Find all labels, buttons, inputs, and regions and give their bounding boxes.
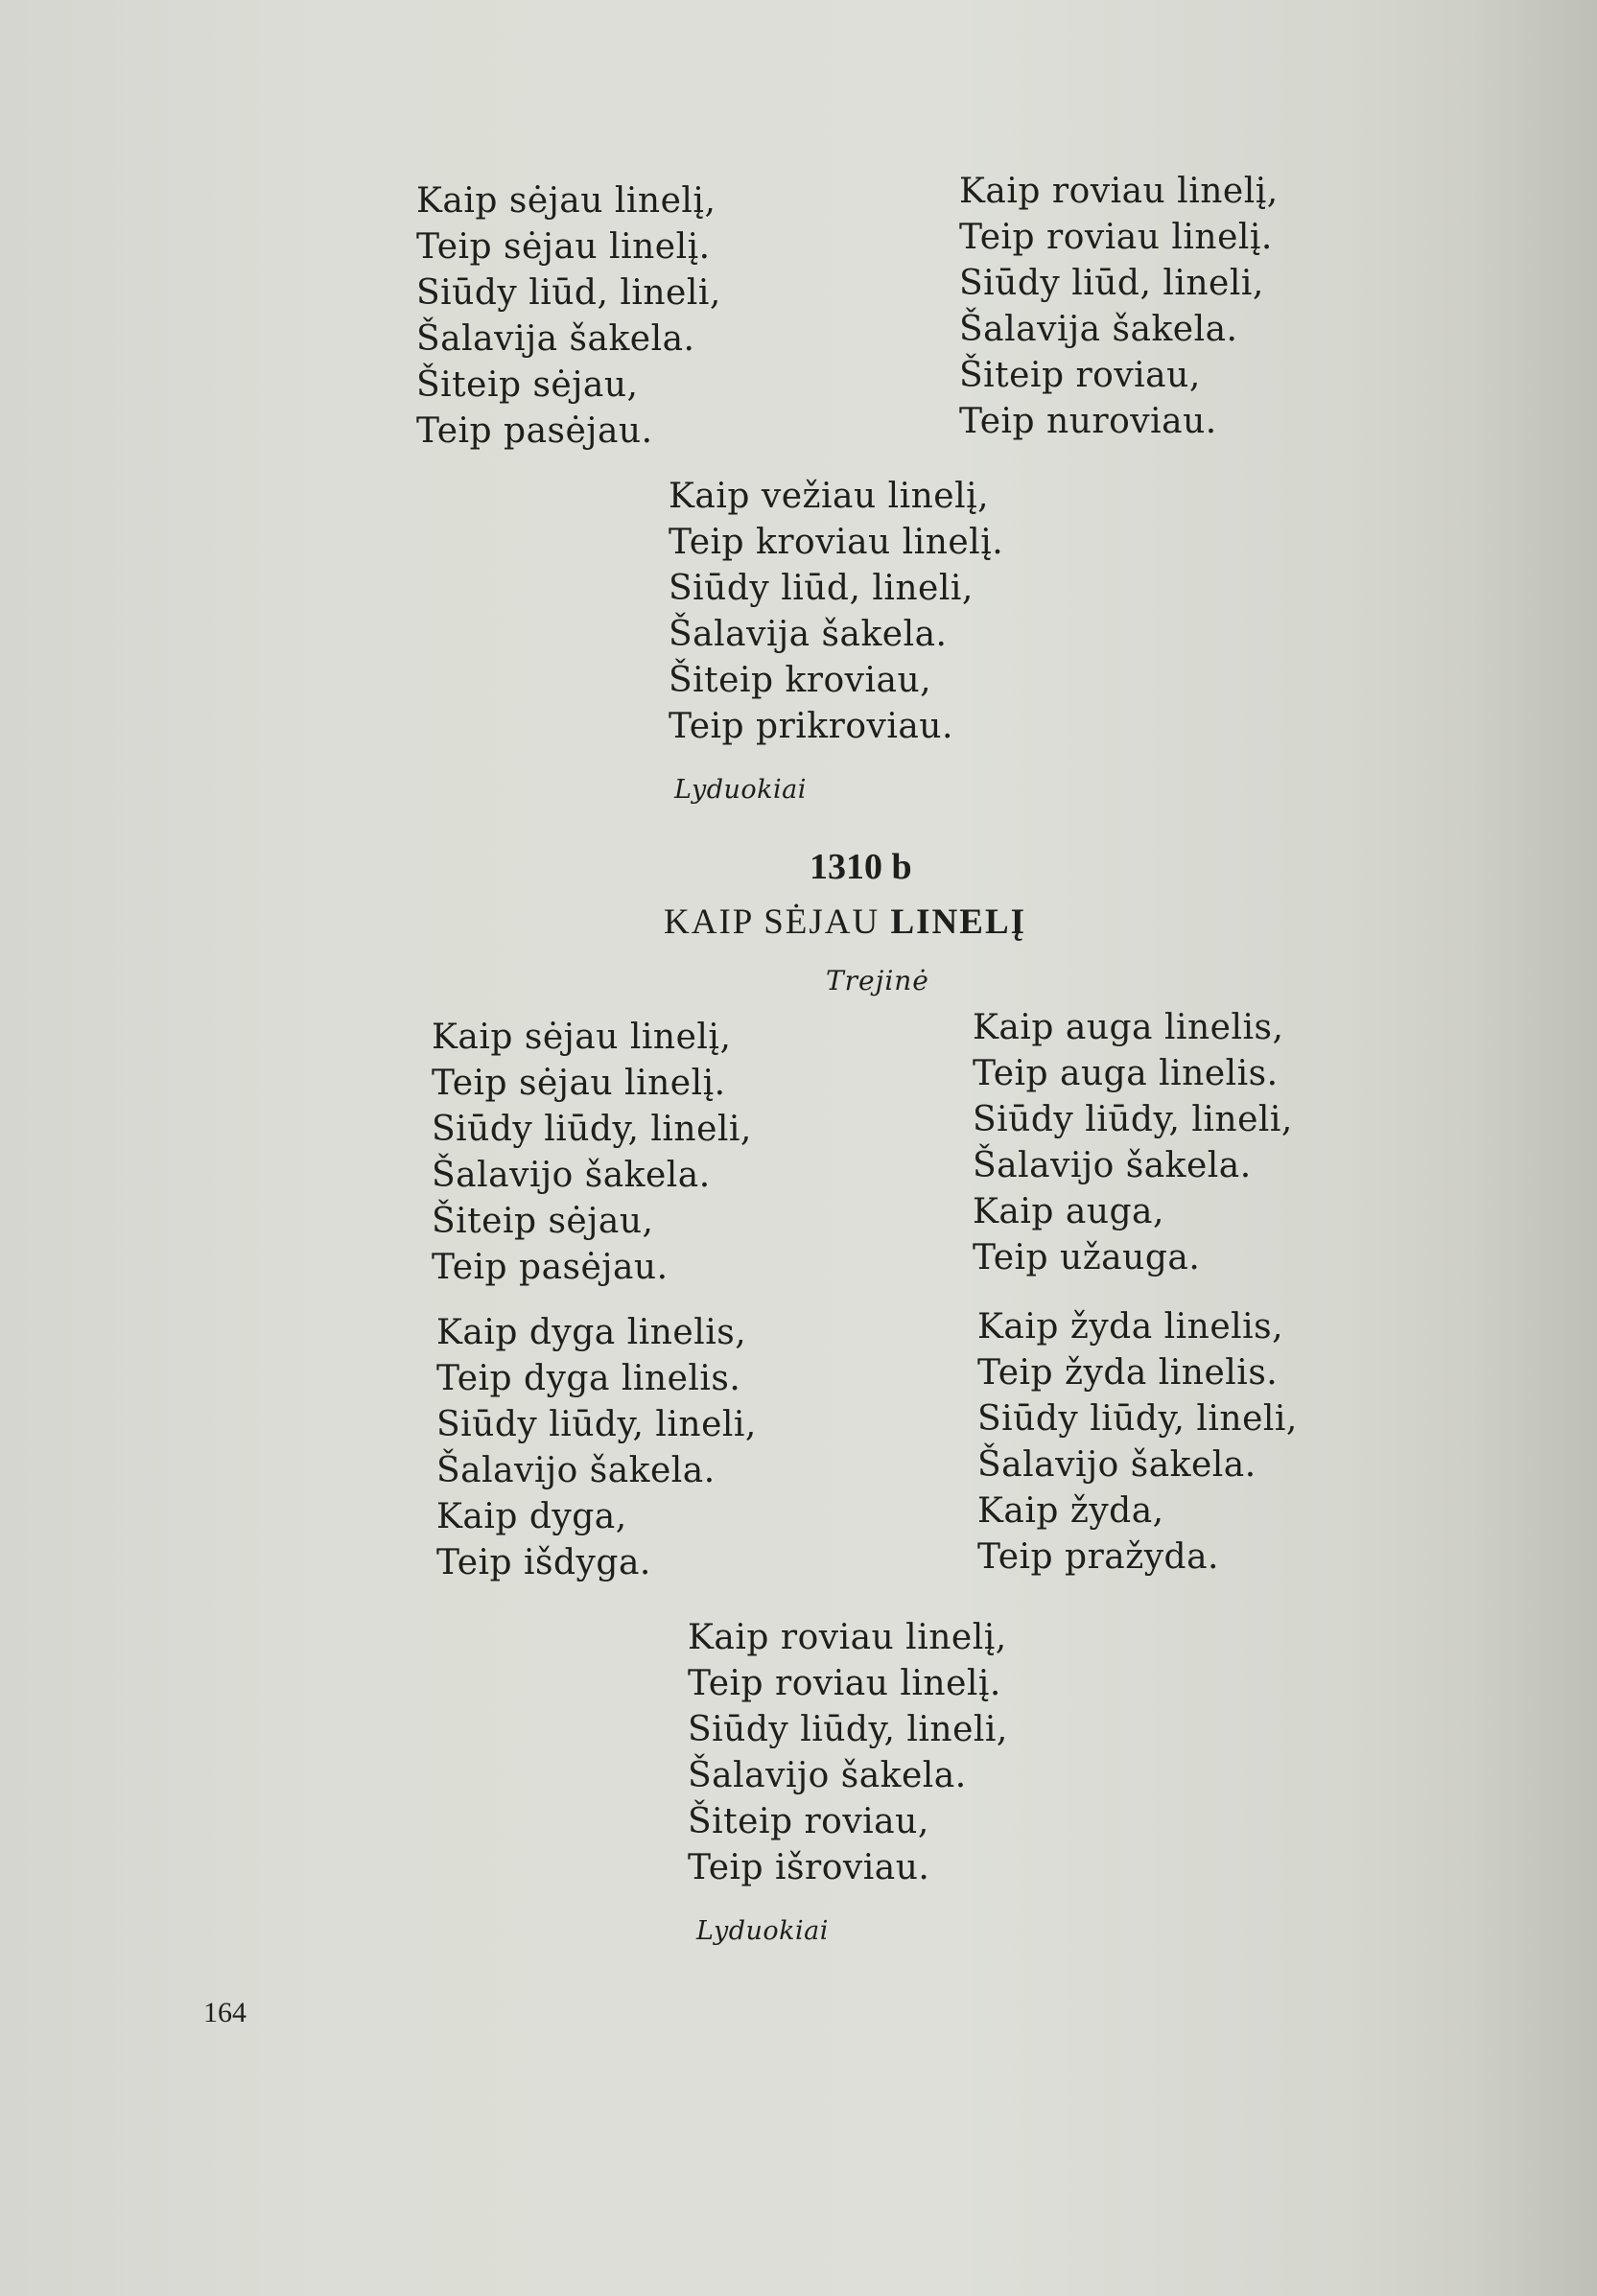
stanza-b-1: [432, 1015, 752, 1291]
verse-line: Siūdy liūd, lineli,: [959, 264, 1264, 303]
song-title-main: KAIP SĖJAU: [664, 902, 881, 942]
verse-line: Teip roviau linelį.: [688, 1664, 1001, 1703]
verse-line: Šalavija šakela.: [959, 310, 1238, 349]
song-title: [664, 902, 1026, 943]
stanza-b-4: [977, 1304, 1298, 1581]
verse-line: Siūdy liūdy, lineli,: [688, 1710, 1008, 1749]
verse-line: Teip pražyda.: [977, 1537, 1219, 1577]
verse-line: Teip sėjau linelį.: [416, 227, 711, 267]
verse-line: Kaip auga linelis,: [973, 1008, 1284, 1047]
verse-line: Kaip sėjau linelį,: [416, 181, 716, 221]
verse-line: Teip dyga linelis.: [436, 1359, 741, 1398]
verse-line: Kaip roviau linelį,: [688, 1618, 1007, 1657]
song-number: 1310 b: [810, 847, 912, 887]
verse-line: Teip užauga.: [973, 1238, 1201, 1277]
verse-line: Kaip dyga,: [436, 1497, 627, 1536]
stanza-b-3: [436, 1310, 757, 1586]
verse-line: Šalavija šakela.: [416, 319, 695, 359]
stanza-a-right: [959, 169, 1279, 445]
verse-line: Teip žyda linelis.: [977, 1353, 1279, 1393]
song-title-bold: LINELĮ: [890, 902, 1027, 942]
source-note: Lyduokiai: [674, 775, 807, 805]
verse-line: Šalavijo šakela.: [432, 1156, 711, 1195]
song-subtitle: Trejinė: [826, 965, 929, 996]
verse-line: Šalavijo šakela.: [977, 1445, 1256, 1485]
verse-line: Teip išdyga.: [436, 1543, 651, 1582]
verse-line: Teip auga linelis.: [973, 1054, 1279, 1093]
verse-line: Šiteip roviau,: [959, 356, 1201, 395]
verse-line: Kaip vežiau linelį,: [669, 477, 990, 516]
stanza-b-5: [688, 1615, 1008, 1891]
verse-line: Teip pasėjau.: [416, 411, 653, 451]
page-number: 164: [203, 1997, 247, 2028]
verse-line: Kaip sėjau linelį,: [432, 1018, 732, 1057]
verse-line: Teip prikroviau.: [669, 707, 953, 746]
verse-line: Teip kroviau linelį.: [669, 523, 1004, 562]
verse-line: Šalavijo šakela.: [688, 1756, 967, 1795]
verse-line: Šiteip sėjau,: [432, 1202, 654, 1241]
verse-line: Kaip žyda,: [977, 1491, 1164, 1531]
verse-line: Šalavijo šakela.: [973, 1146, 1252, 1185]
verse-line: Siūdy liūd, lineli,: [416, 273, 721, 313]
verse-line: Šalavijo šakela.: [436, 1451, 716, 1490]
stanza-a-center: [669, 474, 1003, 750]
verse-line: Kaip roviau linelį,: [959, 172, 1279, 211]
verse-line: Teip roviau linelį.: [959, 218, 1273, 257]
verse-line: Šiteip roviau,: [688, 1802, 929, 1841]
verse-line: Šiteip sėjau,: [416, 365, 639, 405]
stanza-a-left: [416, 178, 721, 455]
verse-line: Šiteip kroviau,: [669, 661, 932, 700]
stanza-b-2: [973, 1005, 1293, 1281]
verse-line: Siūdy liūdy, lineli,: [977, 1399, 1298, 1439]
verse-line: Teip nuroviau.: [959, 402, 1217, 441]
verse-line: Kaip auga,: [973, 1192, 1164, 1231]
verse-line: Teip išroviau.: [688, 1848, 930, 1887]
page-edge-shading: [1348, 0, 1597, 2296]
verse-line: Siūdy liūdy, lineli,: [432, 1110, 752, 1149]
verse-line: Kaip žyda linelis,: [977, 1307, 1284, 1347]
verse-line: Siūdy liūdy, lineli,: [973, 1100, 1293, 1139]
verse-line: Šalavija šakela.: [669, 615, 948, 654]
verse-line: Siūdy liūdy, lineli,: [436, 1405, 757, 1444]
verse-line: Siūdy liūd, lineli,: [669, 569, 974, 608]
verse-line: Teip sėjau linelį.: [432, 1064, 726, 1103]
source-note: Lyduokiai: [696, 1916, 829, 1946]
verse-line: Teip pasėjau.: [432, 1248, 669, 1287]
verse-line: Kaip dyga linelis,: [436, 1313, 747, 1352]
